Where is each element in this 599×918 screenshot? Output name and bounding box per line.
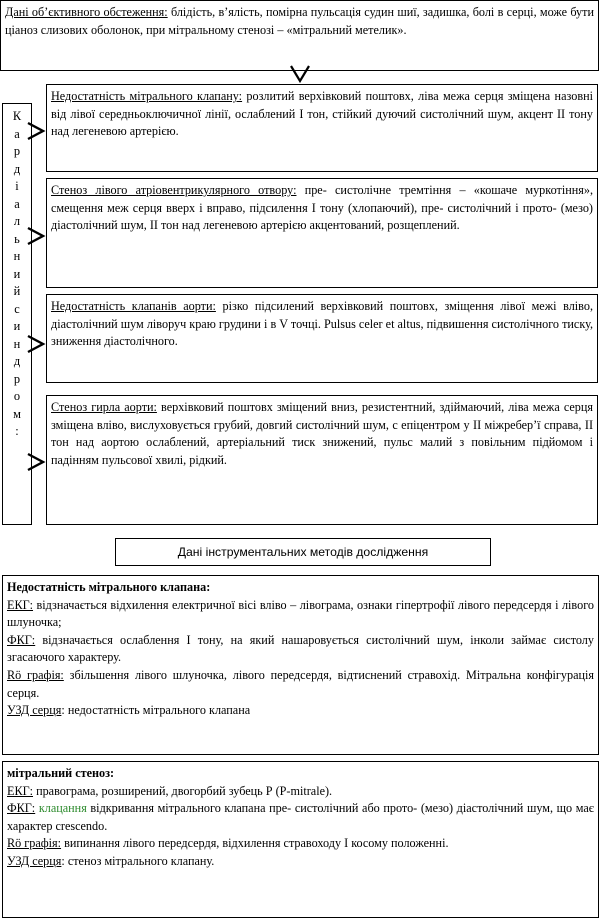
vertical-letter: н: [13, 336, 21, 351]
defect-box-mitral-insufficiency: [46, 84, 598, 172]
defect-title: Недостатність мітрального клапану:: [51, 89, 243, 103]
vertical-letter: ь: [14, 231, 20, 246]
vertical-letter: о: [13, 389, 21, 403]
item-label: ЕКГ:: [7, 597, 34, 612]
vertical-letter: с: [14, 301, 20, 316]
vertical-letter: й: [13, 284, 21, 298]
defect-paragraph: [51, 399, 593, 469]
right-arrow-icon: [26, 226, 44, 244]
item-text: збільшення лівого шлуночка, лівого передсердя, відтиснений стравохід. Мітральна конфігурація серця.: [7, 667, 595, 700]
objective-data-box: [0, 0, 599, 71]
item-text: : стеноз мітрального клапану.: [61, 853, 215, 868]
ultrasound-item: [7, 853, 594, 871]
vertical-letter: а: [14, 126, 20, 141]
item-text: відзначається відхилення електричної вісі вліво – лівограма, ознаки гіпертрофії лівого передсердя і лівого шлуночка;: [7, 597, 594, 630]
item-text: відкривання мітрального клапана пре- систолічний або прото- (мезо) діастолічний шум, що має характер crescendo.: [7, 801, 594, 833]
right-arrow-icon: [26, 121, 44, 139]
pcg-item: [7, 632, 594, 667]
vertical-letter: л: [13, 214, 21, 228]
ecg-item: [7, 597, 594, 632]
item-text: випинання лівого передсердя, відхилення стравоходу І косому положенні.: [61, 836, 449, 851]
vertical-letter: р: [13, 144, 21, 158]
item-text: правограма, розширений, двогорбий зубець Р (Р-mitrale).: [33, 783, 333, 798]
ecg-item: [7, 783, 594, 801]
vertical-letter: и: [13, 319, 21, 333]
item-label: ФКГ:: [7, 801, 36, 816]
item-text: : недостатність мітрального клапана: [61, 703, 251, 718]
vertical-letter: и: [13, 266, 21, 281]
item-label: Rö графія:: [7, 667, 64, 682]
defect-title: Недостатність клапанів аорти:: [51, 299, 216, 313]
item-label: ЕКГ:: [7, 783, 34, 798]
instrumental-methods-title: Дані інструментальних методів дослідження: [115, 538, 491, 566]
defect-text: розлитий верхівковий поштовх, ліва межа серця зміщена назовні від лівої середньоключичної лінії, ослаблений І тон, стійкий дуючий систолічний шум, акцент ІІ тону над легеневою артерією.: [51, 89, 593, 139]
ultrasound-item: [7, 702, 594, 720]
item-highlight: клацання: [35, 801, 87, 816]
vertical-letter: а: [14, 196, 20, 211]
item-text: відзначається ослаблення І тону, на який нашаровується систолічний шум, інколи займає систолу згасаючого характеру.: [7, 632, 594, 665]
item-label: Rö графія:: [7, 836, 62, 851]
item-label: УЗД серця: [7, 703, 62, 718]
vertical-letter: д: [13, 161, 21, 176]
vertical-letter: н: [13, 249, 21, 263]
xray-item: [7, 835, 594, 853]
instrumental-mitral-insufficiency-box: [2, 575, 599, 755]
section-heading: Недостатність мітрального клапана:: [7, 580, 211, 594]
vertical-letter: м: [13, 406, 21, 421]
objective-label: Дані об’єктивного обстеження:: [5, 5, 168, 19]
item-label: ФКГ:: [7, 632, 36, 647]
xray-item: [7, 667, 594, 702]
pcg-item: [7, 800, 594, 835]
defect-paragraph: [51, 88, 593, 141]
defect-box-mitral-stenosis: [46, 178, 598, 288]
defect-box-aortic-insufficiency: [46, 294, 598, 383]
vertical-letter: д: [13, 354, 21, 368]
vertical-letter: і: [15, 179, 19, 193]
instrumental-mitral-stenosis-box: [2, 761, 599, 918]
right-arrow-icon: [26, 334, 44, 352]
vertical-letter: К: [12, 109, 22, 123]
objective-text: блідість, в’ялість, помірна пульсація судин шиї, задишка, болі в серці, може бути ціаноз слизових оболонок, при мітральному стенозі – «мітральний метелик».: [5, 5, 594, 37]
defect-paragraph: [51, 298, 593, 351]
vertical-letters: [3, 108, 31, 441]
defect-text: верхівковий поштовх зміщений вниз, резистентний, здіймаючий, ліва межа серця зміщена вліво, вислуховується грубий, довгий систолічний шум, с епіцентром у ІІ міжребер’ї справа, ІІ тон над аортою ослаблений, артеріальний тиск знижений, пульс малий з повільним підйомом і падінням пульсової хвилі, рідкий.: [51, 400, 594, 467]
right-arrow-icon: [26, 452, 44, 470]
section-heading: мітральний стеноз:: [7, 766, 115, 780]
vertical-letter: р: [13, 371, 21, 386]
defect-text: різко підсилений верхівковий поштовх, зміщення лівої межі вліво, діастолічний шум ліворуч краю грудини і в V точці. Pulsus celer et altus, підвишення систолічного тиску, зниження діастолічного.: [51, 299, 593, 349]
defect-paragraph: [51, 182, 593, 235]
defect-box-aortic-stenosis: [46, 395, 598, 525]
down-arrow-icon: [289, 64, 311, 84]
defect-title: Стеноз лівого атріовентрикулярного отвору:: [51, 183, 297, 197]
vertical-letter: :: [15, 424, 19, 438]
defect-title: Стеноз гирла аорти:: [51, 400, 157, 414]
defect-text: пре- систолічне тремтіння – «кошаче муркотіння», смещення меж серця вверх і вправо, підсилення І тону (хлопаючий), пре- систолічний і прото- (мезо) діастолічний шум, ІІ тон над легеневою артерією акцентований, розщеплений.: [51, 183, 594, 233]
objective-paragraph: [5, 4, 594, 39]
item-label: УЗД серця: [7, 853, 62, 868]
